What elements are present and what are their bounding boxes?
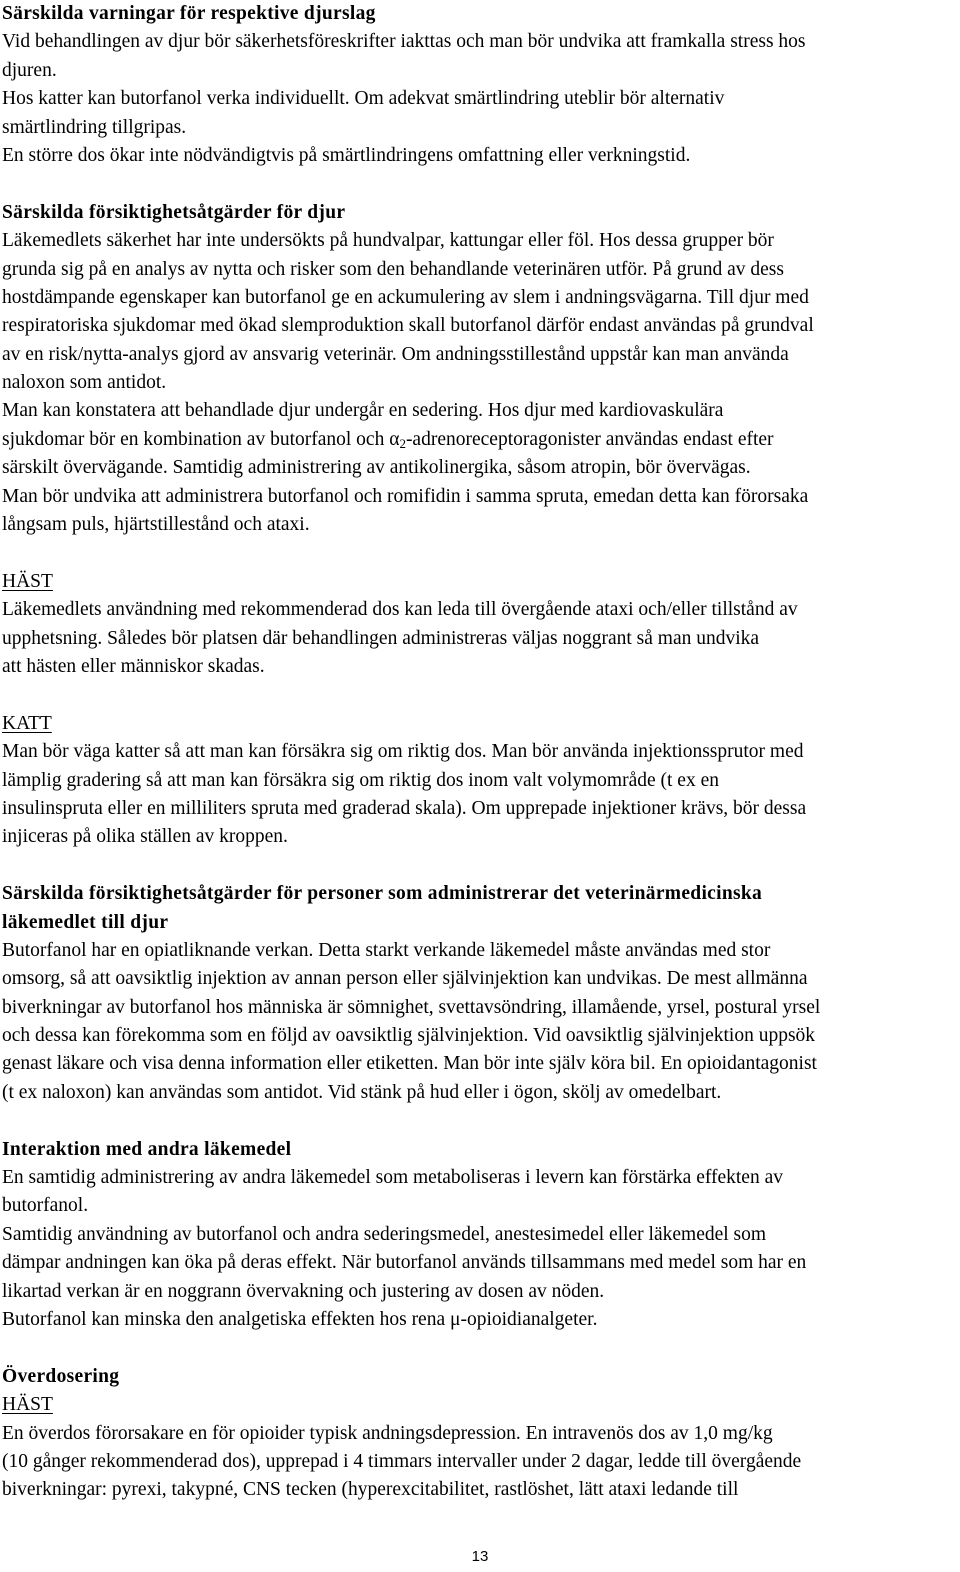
paragraph-line: (t ex naloxon) kan användas som antidot. Vid stänk på hud eller i ögon, skölj av omedelbart. <box>2 1081 722 1103</box>
page-number: 13 <box>471 1548 489 1565</box>
alpha-line-after: -adrenoreceptoragonister användas endast efter <box>405 428 774 450</box>
paragraph-line: smärtlindring tillgripas. <box>2 116 187 138</box>
paragraph-line: injiceras på olika ställen av kroppen. <box>2 826 288 848</box>
paragraph-line: insulinspruta eller en milliliters spruta med graderad skala). Om upprepade injektioner krävs, bör dessa <box>2 797 807 819</box>
section-heading-precautions-animals: Särskilda försiktighetsåtgärder för djur <box>2 201 346 223</box>
paragraph-line: Butorfanol kan minska den analgetiska effekten hos rena μ-opioidianalgeter. <box>2 1308 598 1330</box>
alpha-subscript: 2 <box>399 435 406 451</box>
document-page <box>2 0 958 1505</box>
paragraph-line: En större dos ökar inte nödvändigtvis på smärtlindringens omfattning eller verkningstid. <box>2 144 691 166</box>
paragraph-line: naloxon som antidot. <box>2 372 167 394</box>
paragraph-line: och dessa kan förekomma som en följd av oavsiktlig självinjektion. Vid oavsiktlig självinjektion uppsök <box>2 1025 816 1047</box>
paragraph-line: Man kan konstatera att behandlade djur undergår en sedering. Hos djur med kardiovaskulära <box>2 400 724 422</box>
subheading-horse: HÄST <box>2 570 53 592</box>
paragraph-line: upphetsning. Således bör platsen där behandlingen administreras väljas noggrant så man undvika <box>2 627 760 649</box>
paragraph-line-alpha <box>2 426 958 454</box>
paragraph-line: (10 gånger rekommenderad dos), upprepad i 4 timmars intervaller under 2 dagar, ledde till övergående <box>2 1450 802 1472</box>
paragraph-line: långsam puls, hjärtstillestånd och ataxi. <box>2 514 310 536</box>
subheading-overdose-horse: HÄST <box>2 1394 53 1416</box>
paragraph-line: lämplig gradering så att man kan försäkra sig om riktig dos inom valt volymområde (t ex en <box>2 769 719 791</box>
paragraph-line: dämpar andningen kan öka på deras effekt. När butorfanol används tillsammans med medel som har en <box>2 1252 807 1274</box>
paragraph-line: Läkemedlets användning med rekommenderad dos kan leda till övergående ataxi och/eller tillstånd av <box>2 599 798 621</box>
paragraph-line: att hästen eller människor skadas. <box>2 655 265 677</box>
paragraph-line: Butorfanol har en opiatliknande verkan. Detta starkt verkande läkemedel måste användas med stor <box>2 939 771 961</box>
paragraph-line: omsorg, så att oavsiktlig injektion av annan person eller självinjektion kan undvikas. De mest allmänna <box>2 968 808 990</box>
spacer <box>2 1107 958 1135</box>
paragraph-line: djuren. <box>2 59 57 81</box>
paragraph-line: biverkningar av butorfanol hos människa är sömnighet, svettavsöndring, illamående, yrsel, postural yrsel <box>2 996 821 1018</box>
paragraph-line: genast läkare och visa denna information eller etiketten. Man bör inte själv köra bil. En opioidantagonist <box>2 1053 817 1075</box>
paragraph-line: grunda sig på en analys av nytta och risker som den behandlande veterinären utför. På grund av dess <box>2 258 784 280</box>
paragraph-line: hostdämpande egenskaper kan butorfanol ge en ackumulering av slem i andningsvägarna. Till djur med <box>2 286 809 308</box>
paragraph-line: Man bör undvika att administrera butorfanol och romifidin i samma spruta, emedan detta kan förorsaka <box>2 485 809 507</box>
paragraph-line: Vid behandlingen av djur bör säkerhetsföreskrifter iakttas och man bör undvika att framkalla stress hos <box>2 31 806 53</box>
paragraph-line: likartad verkan är en noggrann övervakning och justering av dosen av nöden. <box>2 1280 605 1302</box>
spacer <box>2 852 958 880</box>
section-heading-warnings: Särskilda varningar för respektive djurslag <box>2 3 376 24</box>
paragraph-line: Hos katter kan butorfanol verka individuellt. Om adekvat smärtlindring uteblir bör alternativ <box>2 88 725 110</box>
paragraph-line: En överdos förorsakare en för opioider typisk andningsdepression. En intravenös dos av 1,0 mg/kg <box>2 1422 773 1444</box>
paragraph-line: biverkningar: pyrexi, takypné, CNS tecken (hyperexcitabilitet, rastlöshet, lätt ataxi ledande till <box>2 1479 739 1501</box>
subheading-cat: KATT <box>2 712 52 734</box>
section-heading-interactions: Interaktion med andra läkemedel <box>2 1138 292 1160</box>
section-heading-precautions-persons: Särskilda försiktighetsåtgärder för personer som administrerar det veterinärmedicinska <box>2 883 763 905</box>
spacer <box>2 170 958 198</box>
paragraph-line: butorfanol. <box>2 1195 89 1217</box>
paragraph-line: av en risk/nytta-analys gjord av ansvarig veterinär. Om andningsstillestånd uppstår kan man använda <box>2 343 789 365</box>
section-heading-precautions-persons-cont: läkemedlet till djur <box>2 911 169 933</box>
paragraph-line: särskilt övervägande. Samtidig administrering av antikolinergika, såsom atropin, bör övervägas. <box>2 457 751 479</box>
paragraph-line: Läkemedlets säkerhet har inte undersökts på hundvalpar, kattungar eller föl. Hos dessa grupper bör <box>2 230 774 252</box>
paragraph-line: En samtidig administrering av andra läkemedel som metaboliseras i levern kan förstärka effekten av <box>2 1167 783 1189</box>
paragraph-line: Samtidig användning av butorfanol och andra sederingsmedel, anestesimedel eller läkemedel som <box>2 1223 767 1245</box>
paragraph-line: respiratoriska sjukdomar med ökad slemproduktion skall butorfanol därför endast användas på grundval <box>2 315 814 337</box>
alpha-line-before: sjukdomar bör en kombination av butorfanol och α <box>2 428 400 450</box>
spacer <box>2 681 958 709</box>
spacer <box>2 539 958 567</box>
section-heading-overdose: Överdosering <box>2 1365 120 1387</box>
paragraph-line: Man bör väga katter så att man kan försäkra sig om riktig dos. Man bör använda injektionssprutor med <box>2 741 804 763</box>
spacer <box>2 1334 958 1362</box>
